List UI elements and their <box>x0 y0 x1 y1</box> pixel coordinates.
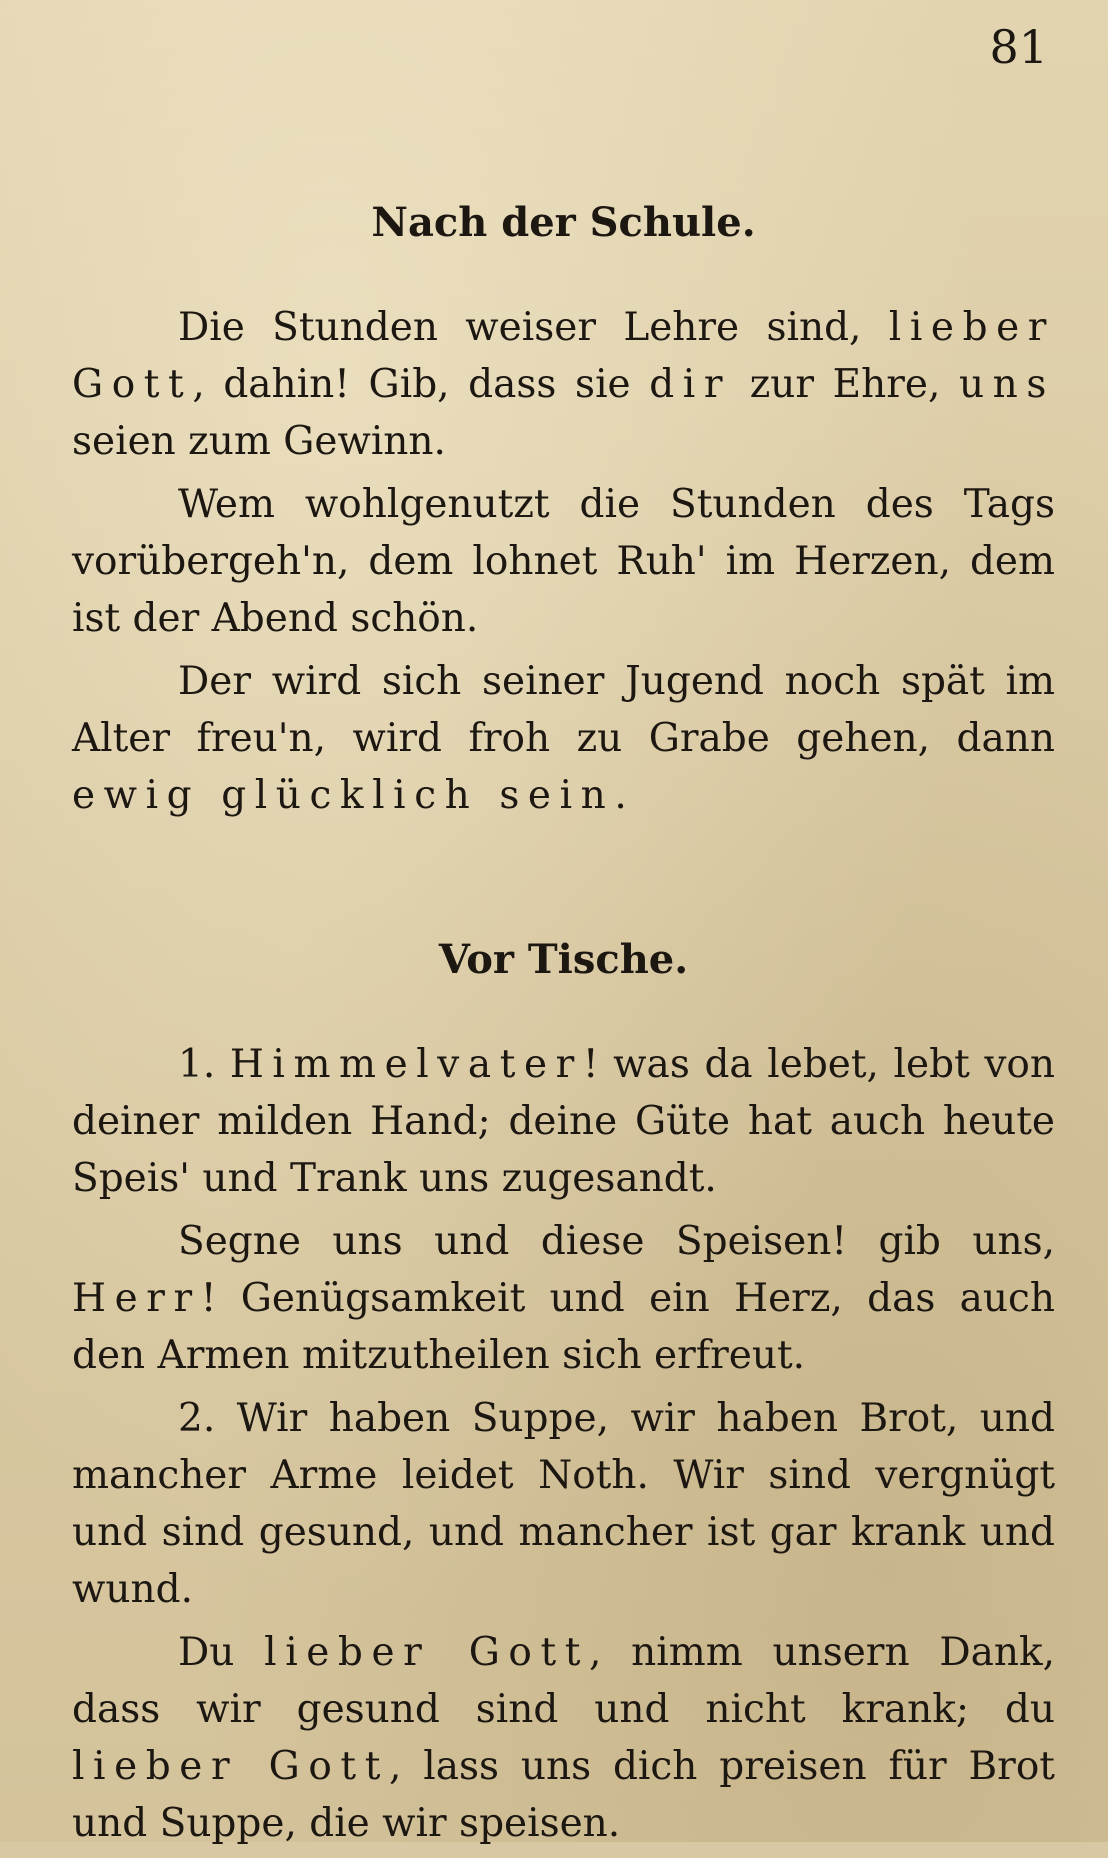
text-segment: Wem wohlgenutzt die Stunden des Tags vorübergeh'n, dem lohnet Ruh' im Herzen, dem ist der Abend schön. <box>72 482 1055 641</box>
text-segment: Du <box>178 1630 265 1675</box>
page-number: 81 <box>989 20 1048 74</box>
text-segment: 2. Wir haben Suppe, wir haben Brot, und mancher Arme leidet Noth. Wir sind vergnügt und sind gesund, und mancher ist gar krank und wund. <box>72 1396 1055 1612</box>
text-segment: 1. <box>178 1042 230 1087</box>
text-segment: Segne uns und diese Speisen! gib uns, <box>178 1219 1055 1264</box>
spaced-text-segment: uns <box>958 362 1055 407</box>
section-title-vor-tische: Vor Tische. <box>438 936 689 983</box>
paragraph <box>72 1390 1055 1618</box>
spaced-text-segment: Himmelvater <box>229 1042 583 1087</box>
text-segment: zur Ehre, <box>731 362 959 407</box>
section-body-vor-tische <box>72 1036 1055 1852</box>
paragraph <box>72 1624 1055 1852</box>
paragraph <box>72 476 1055 647</box>
text-segment: . <box>614 773 627 818</box>
section-title-nach-der-schule: Nach der Schule. <box>371 199 756 246</box>
text-segment: Die Stunden weiser Lehre sind, <box>178 305 889 350</box>
text-segment: ! was da lebet, lebt von deiner milden Hand; deine Güte hat auch heute Speis' und Trank uns zugesandt. <box>72 1042 1055 1201</box>
text-segment: ! Genügsamkeit und ein Herz, das auch den Armen mitzutheilen sich erfreut. <box>72 1276 1055 1378</box>
spaced-text-segment: ewig glücklich sein <box>72 773 615 818</box>
section-body-nach-der-schule <box>72 299 1055 824</box>
spaced-text-segment: lieber Gott <box>264 1630 589 1675</box>
paragraph <box>72 1036 1055 1207</box>
page-content <box>72 195 1055 1858</box>
paragraph <box>72 1213 1055 1384</box>
paragraph <box>72 299 1055 470</box>
spaced-text-segment: Herr <box>72 1276 201 1321</box>
spaced-text-segment: lieber Gott <box>72 305 1055 407</box>
text-segment: , nimm unsern Dank, dass wir gesund sind und nicht krank; du <box>72 1630 1055 1732</box>
text-segment: , dahin! Gib, dass sie <box>192 362 650 407</box>
text-segment: seien zum Gewinn. <box>72 419 446 464</box>
text-segment: , lass uns dich preisen für Brot und Suppe, die wir speisen. <box>72 1744 1055 1846</box>
paragraph <box>72 653 1055 824</box>
spaced-text-segment: lieber Gott <box>72 1744 389 1789</box>
text-segment: Der wird sich seiner Jugend noch spät im Alter freu'n, wird froh zu Grabe gehen, dann <box>72 659 1055 761</box>
spaced-text-segment: dir <box>649 362 732 407</box>
